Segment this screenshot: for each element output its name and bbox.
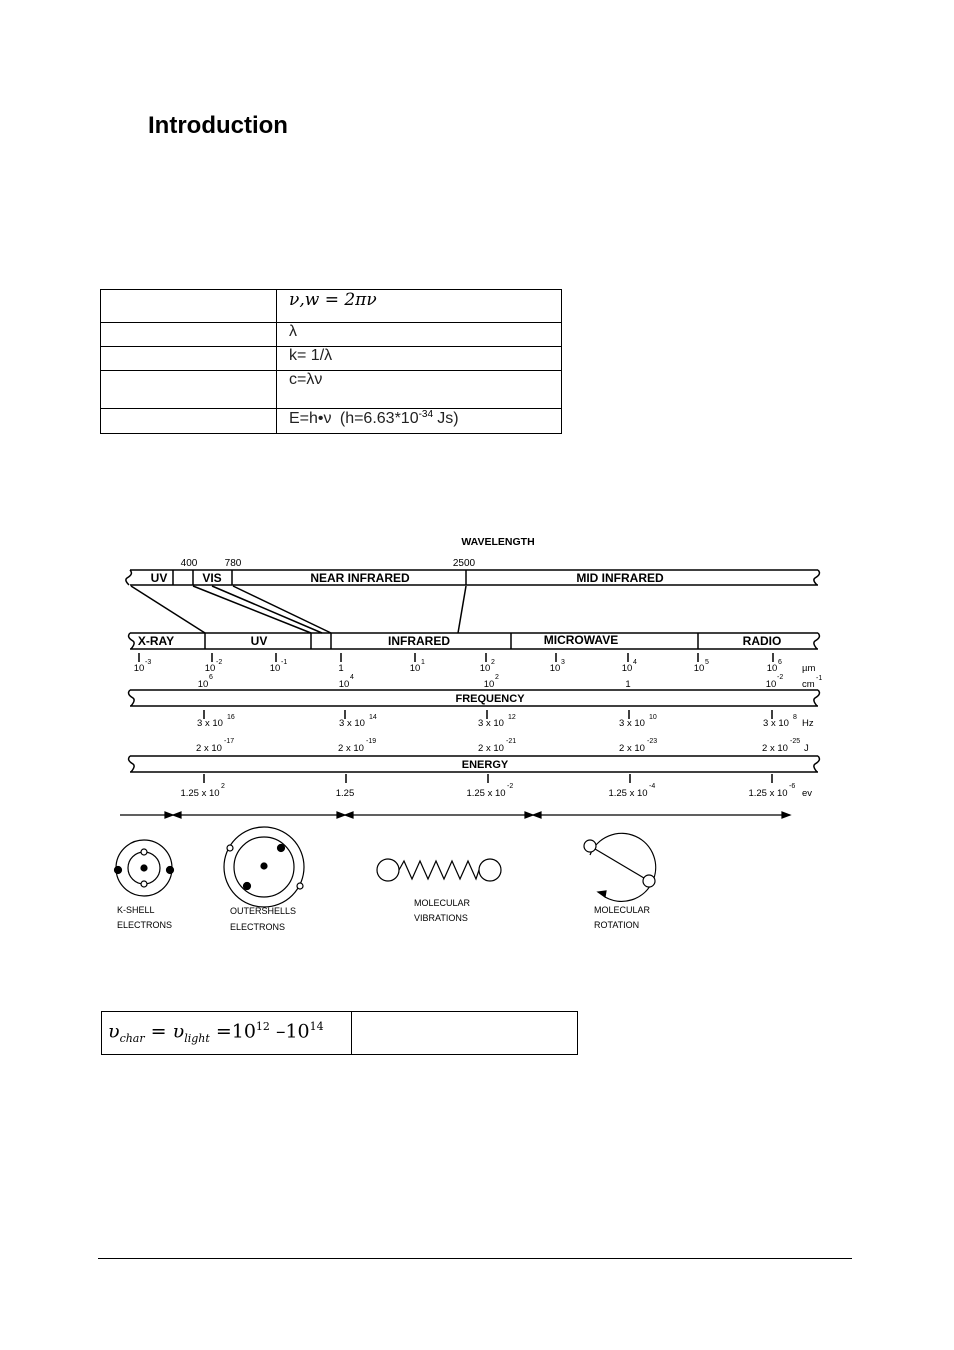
svg-text:16: 16: [227, 714, 235, 721]
footer-rule: [98, 1258, 852, 1259]
table-row: [101, 371, 562, 409]
relations-table: [100, 289, 562, 434]
region-radio: RADIO: [742, 634, 782, 648]
svg-text:2: 2: [495, 674, 499, 681]
svg-text:2 x 10: 2 x 10: [338, 743, 364, 754]
table-row: [101, 347, 562, 371]
region-near-infrared: NEAR INFRARED: [310, 571, 410, 585]
quantity-cell: [101, 347, 277, 371]
planck-exponent: -34: [418, 409, 434, 420]
svg-text:10: 10: [479, 663, 491, 674]
svg-text:8: 8: [793, 714, 797, 721]
frequency-scale: [197, 714, 814, 729]
svg-text:10: 10: [649, 714, 657, 721]
svg-text:-3: -3: [145, 659, 152, 666]
ev-scale: [180, 783, 812, 799]
svg-text:10: 10: [269, 663, 281, 674]
svg-text:1.25 x 10: 1.25 x 10: [608, 788, 648, 799]
svg-text:10: 10: [197, 679, 209, 690]
svg-text:4: 4: [633, 659, 637, 666]
svg-text:3 x 10: 3 x 10: [478, 718, 504, 729]
range-end-exponent: 14: [309, 1020, 324, 1034]
formula-cell: [277, 290, 562, 323]
region-x-ray: X-RAY: [137, 634, 175, 648]
svg-text:-4: -4: [649, 783, 656, 790]
characteristic-frequency-table: [101, 1011, 578, 1055]
wavelength-title: WAVELENGTH: [461, 536, 535, 548]
frequency-label: FREQUENCY: [455, 693, 525, 705]
hertz-unit: Hz: [802, 718, 814, 729]
rotation-label-line2: ROTATION: [594, 920, 640, 930]
svg-text:14: 14: [369, 714, 377, 721]
svg-text:3 x 10: 3 x 10: [619, 718, 645, 729]
molecular-rotation-icon: [584, 833, 656, 901]
svg-text:-21: -21: [506, 738, 517, 745]
svg-text:10: 10: [765, 679, 777, 690]
region-vis: VIS: [202, 571, 222, 585]
svg-text:3: 3: [561, 659, 565, 666]
svg-text:-19: -19: [366, 738, 377, 745]
range-start-exponent: 12: [255, 1020, 270, 1034]
wavenumber-scale: [198, 674, 823, 690]
nu-light-symbol: υ: [172, 1020, 185, 1043]
formula-cell: [277, 323, 562, 347]
svg-text:6: 6: [209, 674, 213, 681]
svg-text:2 x 10: 2 x 10: [196, 743, 222, 754]
formula-cell: [277, 347, 562, 371]
svg-text:1.25: 1.25: [335, 788, 355, 799]
char-subscript: char: [119, 1032, 145, 1046]
svg-text:-6: -6: [789, 783, 796, 790]
region-uv-top: UV: [150, 571, 168, 585]
svg-text:1: 1: [421, 659, 425, 666]
svg-text:2 x 10: 2 x 10: [762, 743, 788, 754]
nu-char-symbol: υ: [108, 1020, 120, 1043]
svg-text:12: 12: [508, 714, 516, 721]
svg-text:2 x 10: 2 x 10: [478, 743, 504, 754]
equals-sign: =: [144, 1020, 173, 1043]
svg-text:-2: -2: [777, 674, 784, 681]
k-shell-label-line1: K-SHELL: [117, 905, 155, 915]
process-range-arrows: [120, 812, 790, 818]
energy-formula: E=h•ν: [289, 410, 332, 427]
svg-text:6: 6: [778, 659, 782, 666]
formula-cell: [277, 371, 562, 409]
svg-text:3 x 10: 3 x 10: [197, 718, 223, 729]
svg-text:1.25 x 10: 1.25 x 10: [466, 788, 506, 799]
micrometer-unit: µm: [802, 663, 816, 674]
svg-text:-2: -2: [507, 783, 514, 790]
mark-780: 780: [224, 558, 242, 569]
quantity-cell: [101, 290, 277, 323]
region-uv: UV: [250, 634, 268, 648]
svg-text:10: 10: [133, 663, 145, 674]
quantity-cell: [101, 409, 277, 434]
table-row: [102, 1012, 578, 1055]
section-heading: Introduction: [148, 112, 288, 139]
svg-text:2 x 10: 2 x 10: [619, 743, 645, 754]
frequency-formula: ν,w = 2πν: [289, 290, 377, 310]
region-infrared: INFRARED: [388, 634, 450, 648]
svg-text:3 x 10: 3 x 10: [339, 718, 365, 729]
wavelength-scale: [134, 659, 816, 674]
outershell-label-line1: OUTERSHELLS: [230, 906, 297, 916]
k-shell-label-line2: ELECTRONS: [117, 920, 173, 930]
region-microwave: MICROWAVE: [543, 633, 619, 647]
svg-text:-25: -25: [790, 738, 801, 745]
svg-text:4: 4: [350, 674, 354, 681]
quantity-cell: [101, 371, 277, 409]
svg-text:1: 1: [338, 663, 344, 674]
table-row: [101, 323, 562, 347]
formula-cell: [277, 409, 562, 434]
joule-unit: J: [804, 743, 809, 754]
svg-text:10: 10: [693, 663, 705, 674]
electronvolt-unit: ev: [802, 788, 813, 799]
region-mid-infrared: MID INFRARED: [576, 571, 664, 585]
wavelength-formula: λ: [289, 323, 297, 340]
svg-text:10: 10: [338, 679, 350, 690]
svg-text:1: 1: [625, 679, 631, 690]
planck-note: (h=6.63*10: [339, 410, 419, 427]
description-cell: [352, 1012, 578, 1055]
svg-text:10: 10: [204, 663, 216, 674]
joule-scale: [196, 738, 809, 754]
quantity-cell: [101, 323, 277, 347]
outershell-atom-icon: [224, 827, 304, 907]
svg-text:10: 10: [621, 663, 633, 674]
svg-text:-1: -1: [281, 659, 288, 666]
svg-text:10: 10: [549, 663, 561, 674]
planck-unit: Js): [437, 410, 459, 427]
svg-text:1.25 x 10: 1.25 x 10: [748, 788, 788, 799]
svg-text:-1: -1: [816, 675, 823, 682]
rotation-label-line1: MOLECULAR: [594, 905, 651, 915]
em-spectrum-diagram: [0, 520, 954, 940]
table-row: [101, 409, 562, 434]
light-subscript: light: [184, 1032, 210, 1046]
svg-text:2: 2: [491, 659, 495, 666]
speed-formula: c=λν: [289, 371, 323, 388]
wavenumber-formula: k= 1/λ: [289, 347, 333, 364]
frequency-equation-cell: [102, 1012, 352, 1055]
molecular-vibration-icon: [377, 859, 501, 881]
svg-text:-17: -17: [224, 738, 235, 745]
k-shell-atom-icon: [115, 840, 174, 896]
range-end: –10: [269, 1020, 310, 1043]
outershell-label-line2: ELECTRONS: [230, 922, 286, 932]
wavenumber-unit: cm: [802, 679, 815, 690]
svg-text:2: 2: [221, 783, 225, 790]
mark-2500: 2500: [452, 558, 476, 569]
svg-text:-23: -23: [647, 738, 658, 745]
svg-text:1.25 x 10: 1.25 x 10: [180, 788, 220, 799]
table-row: [101, 290, 562, 323]
svg-text:5: 5: [705, 659, 709, 666]
vibration-label-line1: MOLECULAR: [414, 898, 471, 908]
svg-text:10: 10: [409, 663, 421, 674]
energy-label: ENERGY: [461, 759, 509, 771]
svg-text:10: 10: [766, 663, 778, 674]
svg-text:3 x 10: 3 x 10: [763, 718, 789, 729]
vibration-label-line2: VIBRATIONS: [414, 913, 468, 923]
mark-400: 400: [180, 558, 198, 569]
svg-text:10: 10: [483, 679, 495, 690]
svg-text:-2: -2: [216, 659, 223, 666]
range-start: =10: [209, 1020, 256, 1043]
